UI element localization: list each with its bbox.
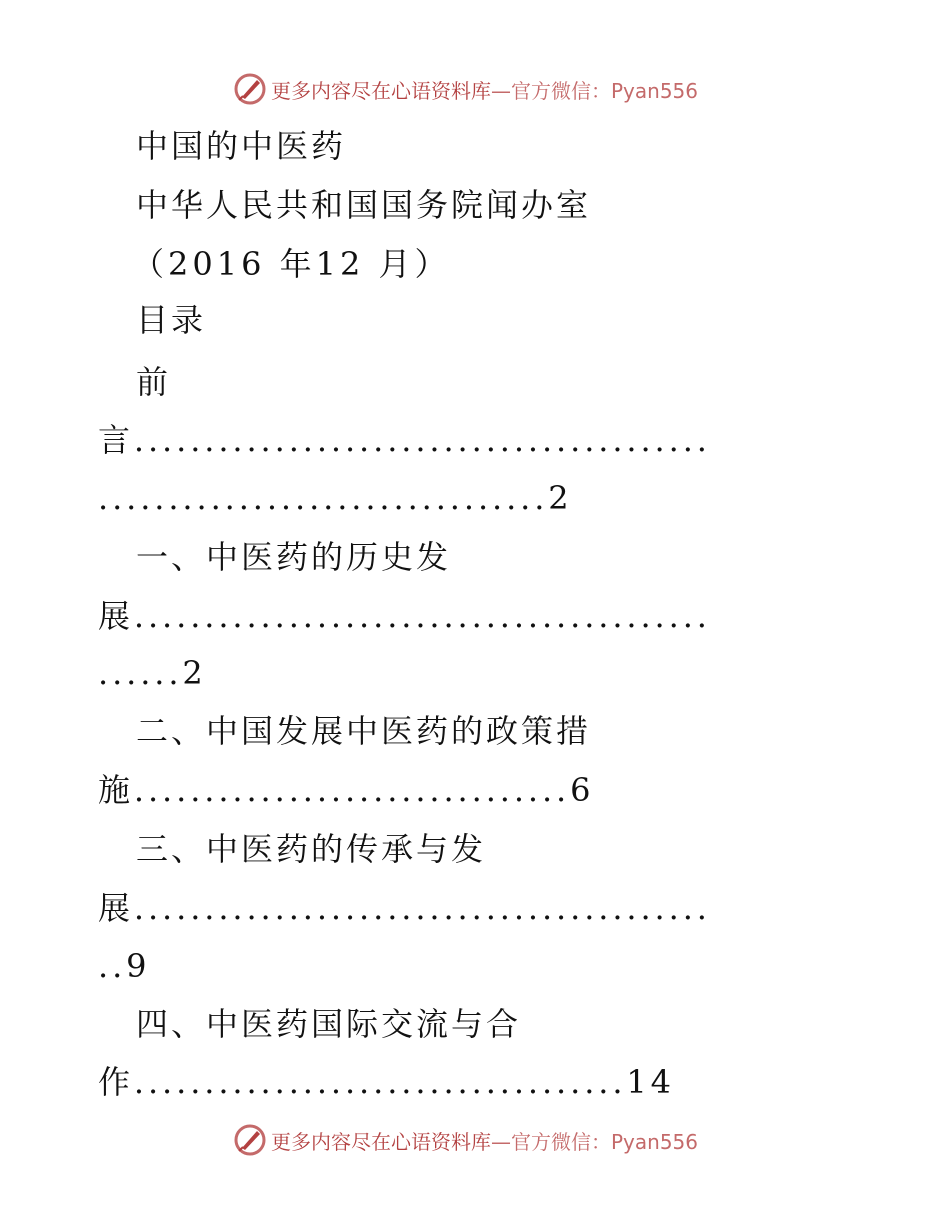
toc-entry-2-title: 二、中国发展中医药的政策措 xyxy=(136,712,592,750)
document-title: 中国的中医药 xyxy=(136,127,347,165)
watermark-dash: — xyxy=(491,1129,511,1154)
toc-entry-preface-title: 前 xyxy=(136,363,172,401)
toc-entry-1-leader: 展......................................... xyxy=(98,597,711,635)
toc-entry-3-leader: 展......................................... xyxy=(98,889,711,927)
toc-entry-4-leader: 作...................................14 xyxy=(98,1063,675,1101)
toc-entry-preface-page: ................................2 xyxy=(98,479,573,517)
toc-entry-3-page: ..9 xyxy=(98,947,151,985)
toc-entry-1-title: 一、中医药的历史发 xyxy=(136,538,452,576)
quill-logo-icon xyxy=(233,72,267,106)
toc-entry-3-title: 三、中医药的传承与发 xyxy=(136,830,487,868)
header-watermark xyxy=(233,71,698,107)
toc-entry-preface-leader: 言......................................... xyxy=(98,421,711,459)
toc-heading: 目录 xyxy=(136,301,207,339)
watermark-tail-text: 官方微信：Pyan556 xyxy=(511,78,699,103)
watermark-main-text: 更多内容尽在心语资料库 xyxy=(271,78,491,103)
document-issuer: 中华人民共和国国务院闻办室 xyxy=(136,186,592,224)
footer-watermark xyxy=(233,1122,698,1158)
watermark-dash: — xyxy=(491,78,511,103)
toc-entry-4-title: 四、中医药国际交流与合 xyxy=(136,1005,522,1043)
watermark-tail-text: 官方微信：Pyan556 xyxy=(511,1129,699,1154)
toc-entry-1-page: ......2 xyxy=(98,654,207,692)
toc-entry-2-leader: 施...............................6 xyxy=(98,771,595,809)
watermark-main-text: 更多内容尽在心语资料库 xyxy=(271,1129,491,1154)
document-date: （2016 年12 月） xyxy=(132,245,451,283)
quill-logo-icon xyxy=(233,1123,267,1157)
